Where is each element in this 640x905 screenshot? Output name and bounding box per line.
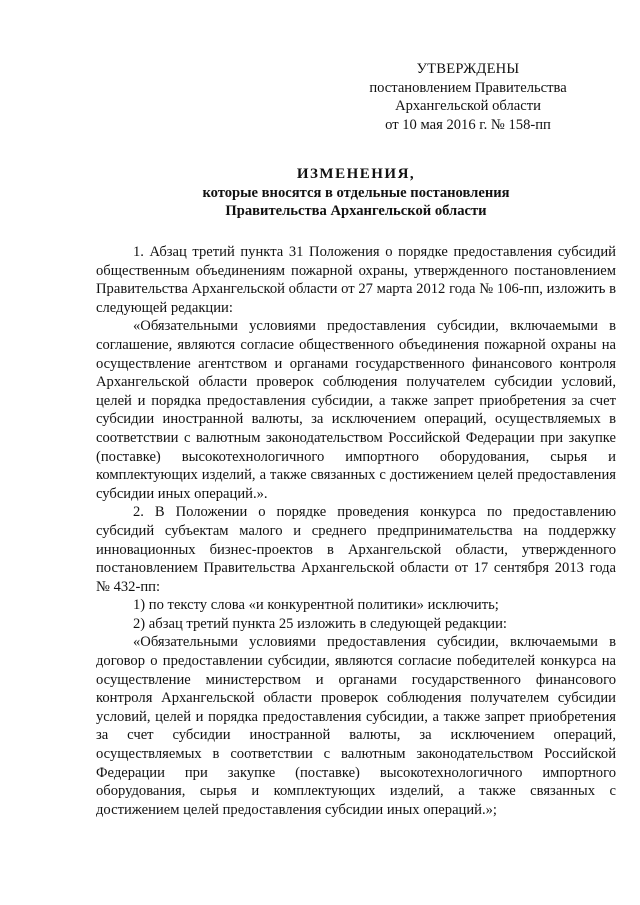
approval-line-2: Архангельской области (395, 98, 541, 115)
paragraph-1-quote: «Обязательными условиями предоставления субсидии, включаемыми в соглашение, являются согласие общественного объединения пожарной охраны на осуществление агентством и органами государственного финансового контроля Архангельской области проверок соблюдения получателем субсидии условий, целей и порядка предоставления субсидии, а также запрет приобретения за счет субсидии иностранной валюты, за исключением операций, осуществляемых в соответствии с валютным законодательством Российской Федерации при закупке (поставке) высокотехнологичного импортного оборудования, сырья и комплектующих изделий, а также связанных с достижением целей предоставления субсидии иных операций.». (96, 318, 616, 502)
approval-line-3: от 10 мая 2016 г. № 158-пп (385, 116, 551, 133)
document-heading (96, 165, 616, 221)
paragraph-2-quote: «Обязательными условиями предоставления субсидии, включаемыми в договор о предоставлении субсидии, являются согласие победителей конкурса на осуществление министерством и органами государственного финансового контроля Архангельской области проверок соблюдения получателем субсидии условий, целей и порядка предоставления субсидии, а также запрет приобретения за счет субсидии иностранной валюты, за исключением операций, осуществляемых в соответствии с валютным законодательством Российской Федерации при закупке (поставке) высокотехнологичного импортного оборудования, сырья и комплектующих изделий, а также связанных с достижением целей предоставления субсидии иных операций.»; (96, 634, 616, 818)
paragraph-2: 2. В Положении о порядке проведения конкурса по предоставлению субсидий субъектам малого и среднего предпринимательства на поддержку инновационных бизнес-проектов в Архангельской области, утвержденного постановлением Правительства Архангельской области от 17 сентября 2013 года № 432-пп: (96, 504, 616, 595)
paragraph-2-item-1: 1) по тексту слова «и конкурентной политики» исключить; (133, 597, 499, 614)
approval-title: УТВЕРЖДЕНЫ (416, 61, 520, 77)
paragraph-2-item-2: 2) абзац третий пункта 25 изложить в следующей редакции: (133, 615, 507, 632)
heading-line-1: которые вносятся в отдельные постановления (202, 184, 510, 201)
heading-title: ИЗМЕНЕНИЯ, (296, 166, 416, 182)
paragraph-1: 1. Абзац третий пункта 31 Положения о порядке предоставления субсидий общественным объединениям пожарной охраны, утвержденного постановлением Правительства Архангельской области от 27 марта 2012 года № 106-пп, изложить в следующей редакции: (96, 244, 616, 316)
heading-line-2: Правительства Архангельской области (225, 203, 487, 220)
document-body (96, 243, 616, 819)
approval-stamp (350, 60, 586, 134)
approval-line-1: постановлением Правительства (369, 79, 567, 96)
